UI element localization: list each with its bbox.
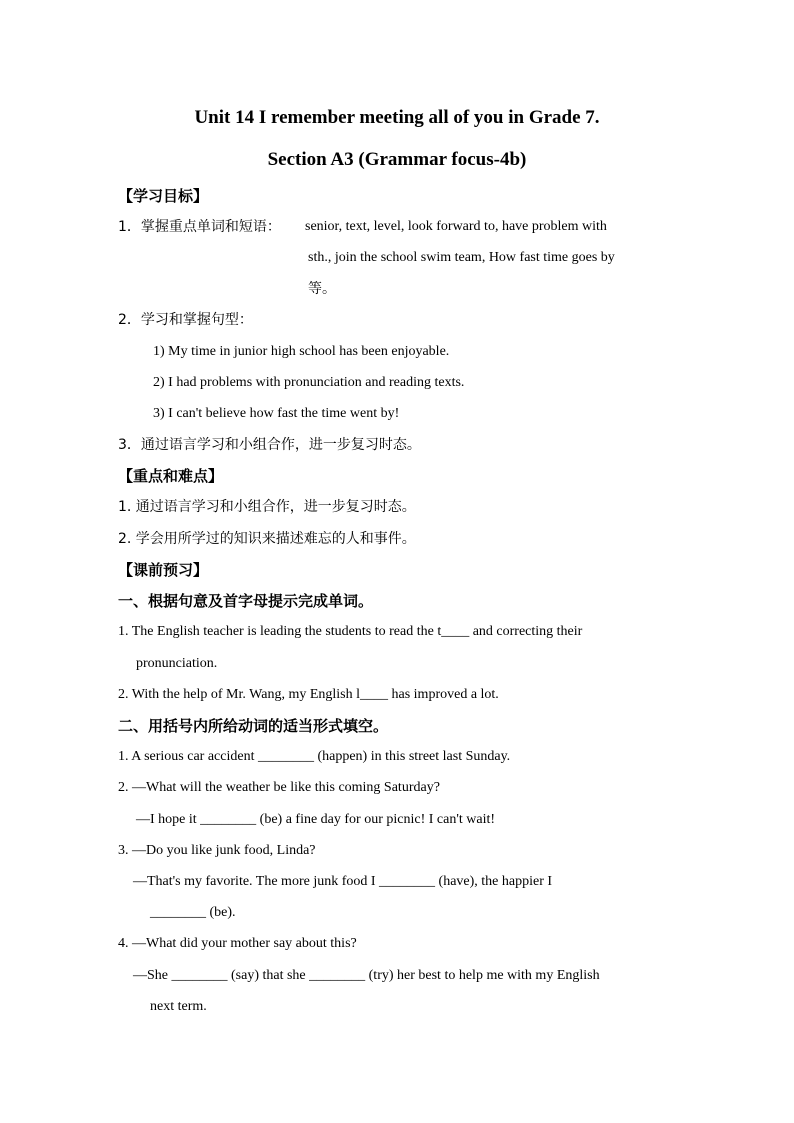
sentence-2: 2) I had problems with pronunciation and reading texts.	[153, 375, 465, 390]
objective-1-line-1: senior, text, level, look forward to, have problem with	[305, 219, 607, 234]
part-2-question-2-a: 2. —What will the weather be like this coming Saturday?	[118, 780, 440, 795]
part-2-question-4-b: —She ________ (say) that she ________ (try) her best to help me with my English	[133, 968, 600, 983]
part-2-question-1: 1. A serious car accident ________ (happen) in this street last Sunday.	[118, 749, 511, 764]
preview-heading: 【课前预习】	[118, 561, 209, 579]
part-1-title: 一、根据句意及首字母提示完成单词。	[118, 592, 374, 610]
part-1-question-1-line-1: 1. The English teacher is leading the students to read the t____ and correcting their	[118, 624, 583, 639]
key-points-heading: 【重点和难点】	[118, 467, 224, 485]
part-1-question-1-line-2: pronunciation.	[136, 656, 218, 671]
title-line-2: Section A3 (Grammar focus-4b)	[267, 149, 527, 170]
part-2-question-2-b: —I hope it ________ (be) a fine day for our picnic! I can't wait!	[136, 812, 496, 827]
part-2-question-3-c: ________ (be).	[150, 905, 236, 920]
key-point-2: 2. 学会用所学过的知识来描述难忘的人和事件。	[118, 531, 416, 547]
objective-1-line-2: sth., join the school swim team, How fast time goes by	[308, 250, 615, 265]
part-2-question-4-a: 4. —What did your mother say about this?	[118, 936, 357, 951]
part-1-question-2: 2. With the help of Mr. Wang, my English l____ has improved a lot.	[118, 687, 499, 702]
part-2-question-4-c: next term.	[150, 999, 207, 1014]
key-point-1: 1. 通过语言学习和小组合作，进一步复习时态。	[118, 499, 416, 515]
sentence-1: 1) My time in junior high school has been enjoyable.	[153, 344, 450, 359]
objective-2-label: 2．学习和掌握句型：	[118, 312, 253, 328]
objective-1-label: 1．掌握重点单词和短语：	[118, 219, 281, 235]
objectives-heading: 【学习目标】	[118, 187, 209, 205]
part-2-question-3-a: 3. —Do you like junk food, Linda?	[118, 843, 316, 858]
title-line-1: Unit 14 I remember meeting all of you in Grade 7.	[194, 107, 600, 128]
part-2-question-3-b: —That's my favorite. The more junk food I ________ (have), the happier I	[133, 874, 553, 889]
part-2-title: 二、用括号内所给动词的适当形式填空。	[118, 717, 389, 735]
sentence-3: 3) I can't believe how fast the time went by!	[153, 406, 400, 421]
objective-1-line-3: 等。	[308, 281, 336, 297]
objective-3: 3．通过语言学习和小组合作，进一步复习时态。	[118, 437, 421, 453]
